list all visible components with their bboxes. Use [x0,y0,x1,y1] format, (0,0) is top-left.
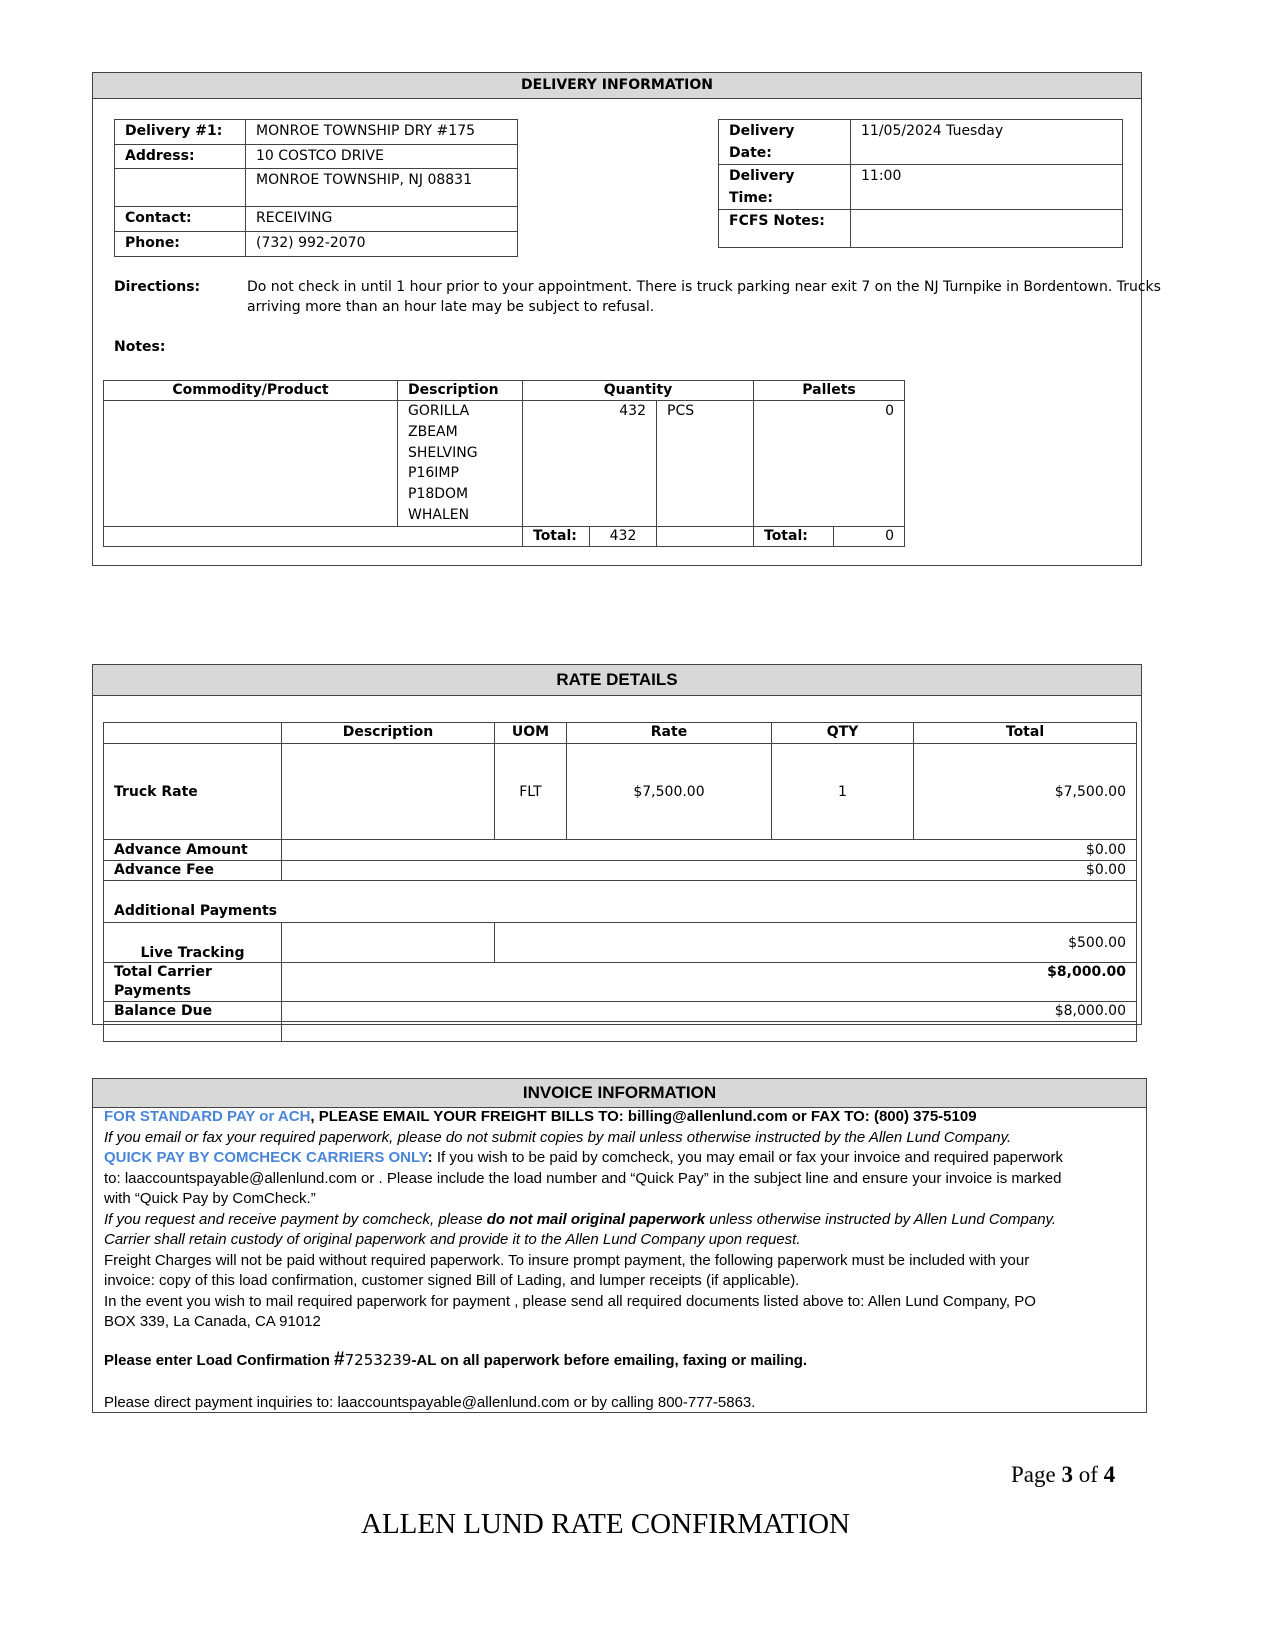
directions-line2: arriving more than an hour late may be subject to refusal. [247,299,655,315]
rate-col-uom: UOM [495,723,567,744]
pallets-header: Pallets [754,381,905,401]
address-line1: 10 COSTCO DRIVE [246,145,518,169]
delivery-date-label: Delivery Date: [719,120,851,165]
payment-inquiries-line: Please direct payment inquiries to: laaccountspayable@allenlund.com or by calling 800-777-5863. [104,1394,756,1411]
quantity-unit: PCS [657,401,754,527]
description-line: ZBEAM [408,423,458,440]
delivery-number-value: MONROE TOWNSHIP DRY #175 [246,120,518,145]
standard-pay-line [104,1107,1139,1128]
invoice-line-8: Freight Charges will not be paid without required paperwork. To insure prompt payment, the following paperwork must be included with your [104,1251,1030,1269]
delivery-left-table [114,119,518,257]
additional-payments-label: Additional Payments [104,881,1137,923]
delivery-number-label: Delivery #1: [115,120,246,145]
quantity-total-label: Total: [523,526,590,546]
contact-label: Contact: [115,207,246,232]
description-cell [398,401,523,527]
delivery-time-value: 11:00 [851,165,1123,210]
invoice-line-2: If you email or fax your required paperwork, please do not submit copies by mail unless otherwise instructed by the Allen Lund Company. [104,1128,1012,1146]
description-line: GORILLA [408,403,470,419]
document-title: ALLEN LUND RATE CONFIRMATION [361,1508,850,1540]
description-header: Description [398,381,523,401]
rate-col-description: Description [282,723,495,744]
quick-pay-label: QUICK PAY BY COMCHECK CARRIERS ONLY [104,1149,428,1166]
fcfs-notes-label: FCFS Notes: [719,210,851,248]
delivery-date-value: 11/05/2024 Tuesday [851,120,1123,165]
page-number: Page 3 of 4 [1011,1462,1116,1487]
truck-rate-label: Truck Rate [104,744,282,840]
description-line: SHELVING [408,444,478,461]
pallets-total-label: Total: [754,526,834,546]
pallets-total-value: 0 [834,526,905,546]
contact-value: RECEIVING [246,207,518,232]
directions-line1: Do not check in until 1 hour prior to your appointment. There is truck parking near exit 7 on the NJ Turnpike in Bordentown. Trucks [247,279,1161,295]
invoice-line-11: BOX 339, La Canada, CA 91012 [104,1313,321,1330]
delivery-time-label: Delivery Time: [719,165,851,210]
truck-rate: $7,500.00 [567,744,772,840]
address-line2: MONROE TOWNSHIP, NJ 08831 [246,169,518,207]
invoice-line-9: invoice: copy of this load confirmation, customer signed Bill of Lading, and lumper receipts (if applicable). [104,1272,800,1289]
invoice-line-7: Carrier shall retain custody of original paperwork and provide it to the Allen Lund Company upon request. [104,1231,801,1248]
standard-pay-label: FOR STANDARD PAY or ACH [104,1108,311,1125]
invoice-line-4: to: laaccountspayable@allenlund.com or . Please include the load number and “Quick Pay” in the subject line and ensure your invoice is marked [104,1169,1062,1187]
commodity-header: Commodity/Product [104,381,398,401]
delivery-header: DELIVERY INFORMATION [93,73,1141,99]
quick-pay-text: If you wish to be paid by comcheck, you may email or fax your invoice and required paperwork [432,1149,1063,1166]
quick-pay-line: QUICK PAY BY COMCHECK CARRIERS ONLY: If you wish to be paid by comcheck, you may email or fax your invoice and required paperwork [104,1149,1063,1166]
advance-fee-label: Advance Fee [104,861,282,881]
phone-label: Phone: [115,232,246,257]
total-carrier-label: Total Carrier Payments [104,963,282,1002]
quantity-header: Quantity [523,381,754,401]
description-line: P18DOM [408,486,469,503]
invoice-header: INVOICE INFORMATION [93,1079,1146,1108]
address-label: Address: [115,145,246,169]
rate-col-qty: QTY [772,723,914,744]
truck-total: $7,500.00 [914,744,1137,840]
delivery-right-table [718,119,1123,248]
description-line: WHALEN [408,506,470,523]
rate-header: RATE DETAILS [93,665,1141,696]
advance-fee-value: $0.00 [282,861,1137,881]
invoice-line-5: with “Quick Pay by ComCheck.” [104,1190,316,1207]
commodity-table [103,380,905,547]
pallets-value: 0 [754,401,905,527]
quantity-value: 432 [523,401,657,527]
fcfs-notes-value [851,210,1123,248]
phone-value: (732) 992-2070 [246,232,518,257]
total-carrier-value: $8,000.00 [282,963,1137,1002]
live-tracking-label: Live Tracking [104,923,282,963]
live-tracking-value: $500.00 [495,923,1137,963]
advance-amount-label: Advance Amount [104,840,282,861]
description-line: P16IMP [408,465,459,482]
do-not-mail-emphasis: do not mail original paperwork [486,1210,706,1228]
commodity-cell [104,401,398,527]
rate-table [103,722,1137,1042]
rate-col-rate: Rate [567,723,772,744]
load-number: 7253239 [344,1351,412,1369]
balance-due-label: Balance Due [104,1002,282,1022]
rate-col-total: Total [914,723,1137,744]
quantity-total-value: 432 [590,526,657,546]
balance-due-value: $8,000.00 [282,1002,1137,1022]
truck-qty: 1 [772,744,914,840]
load-confirmation-line: Please enter Load Confirmation #7253239-AL on all paperwork before emailing, faxing or mailing. [104,1349,808,1370]
notes-label: Notes: [114,339,166,355]
invoice-body [104,1107,1139,1333]
truck-uom: FLT [495,744,567,840]
advance-amount-value: $0.00 [282,840,1137,861]
directions-label: Directions: [114,279,201,295]
standard-pay-text: , PLEASE EMAIL YOUR FREIGHT BILLS TO: billing@allenlund.com or FAX TO: (800) 375-5109 [310,1108,977,1125]
invoice-line-6: If you request and receive payment by comcheck, please do not mail original paperwork unless otherwise instructed by Allen Lund Company. [104,1210,1057,1228]
invoice-line-10: In the event you wish to mail required paperwork for payment , please send all required documents listed above to: Allen Lund Company, PO [104,1292,1036,1310]
